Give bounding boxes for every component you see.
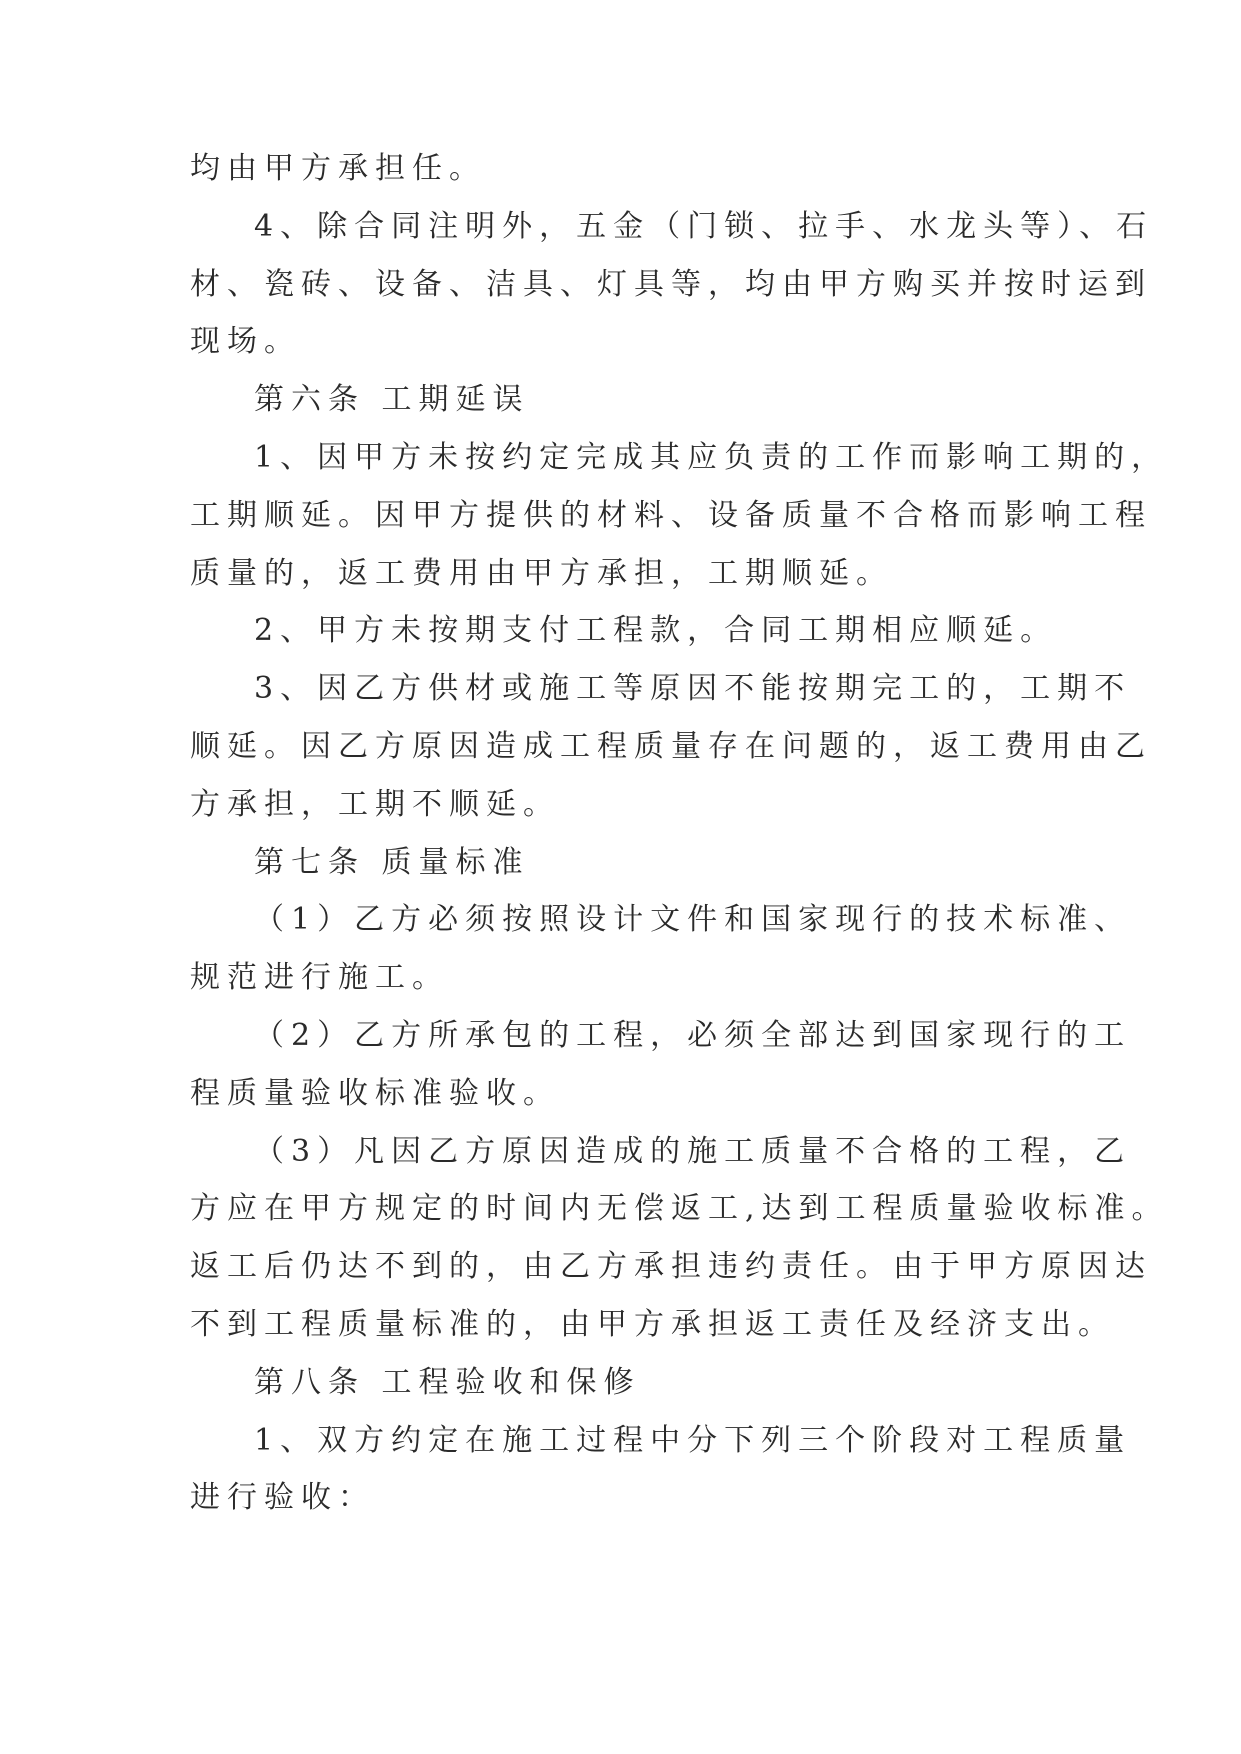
text-line: 3、因乙方供材或施工等原因不能按期完工的，工期不 <box>254 671 1132 707</box>
text-line: 返工后仍达不到的，由乙方承担违约责任。由于甲方原因达 <box>190 1249 1152 1285</box>
text-line: 规范进行施工。 <box>190 960 449 996</box>
text-line: 方应在甲方规定的时间内无偿返工,达到工程质量验收标准。 <box>190 1191 1169 1227</box>
text-line: 质量的，返工费用由甲方承担，工期顺延。 <box>190 555 893 591</box>
text-line: 程质量验收标准验收。 <box>190 1075 560 1111</box>
section-heading: 第七条 质量标准 <box>254 844 530 880</box>
text-line: （3）凡因乙方原因造成的施工质量不合格的工程，乙 <box>254 1133 1132 1169</box>
text-line: 均由甲方承担任。 <box>190 151 486 186</box>
text-line: 顺延。因乙方原因造成工程质量存在问题的，返工费用由乙 <box>190 728 1152 764</box>
text-line: 4、除合同注明外，五金（门锁、拉手、水龙头等）、石 <box>254 208 1154 244</box>
text-line: （1）乙方必须按照设计文件和国家现行的技术标准、 <box>254 902 1132 938</box>
text-line: 2、甲方未按期支付工程款，合同工期相应顺延。 <box>254 613 1058 649</box>
text-line: 不到工程质量标准的，由甲方承担返工责任及经济支出。 <box>190 1306 1115 1342</box>
document-page <box>190 140 1169 1527</box>
text-line: 工期顺延。因甲方提供的材料、设备质量不合格而影响工程 <box>190 497 1152 533</box>
text-line: 方承担，工期不顺延。 <box>190 786 560 822</box>
text-line: （2）乙方所承包的工程，必须全部达到国家现行的工 <box>254 1017 1132 1053</box>
section-heading: 第八条 工程验收和保修 <box>254 1364 641 1400</box>
text-line: 1、双方约定在施工过程中分下列三个阶段对工程质量 <box>254 1422 1132 1458</box>
text-line: 材、瓷砖、设备、洁具、灯具等，均由甲方购买并按时运到 <box>190 266 1152 302</box>
text-line: 进行验收： <box>190 1480 375 1516</box>
text-line: 1、因甲方未按约定完成其应负责的工作而影响工期的， <box>254 439 1169 475</box>
section-heading: 第六条 工期延误 <box>254 382 530 418</box>
text-line: 现场。 <box>190 324 301 360</box>
